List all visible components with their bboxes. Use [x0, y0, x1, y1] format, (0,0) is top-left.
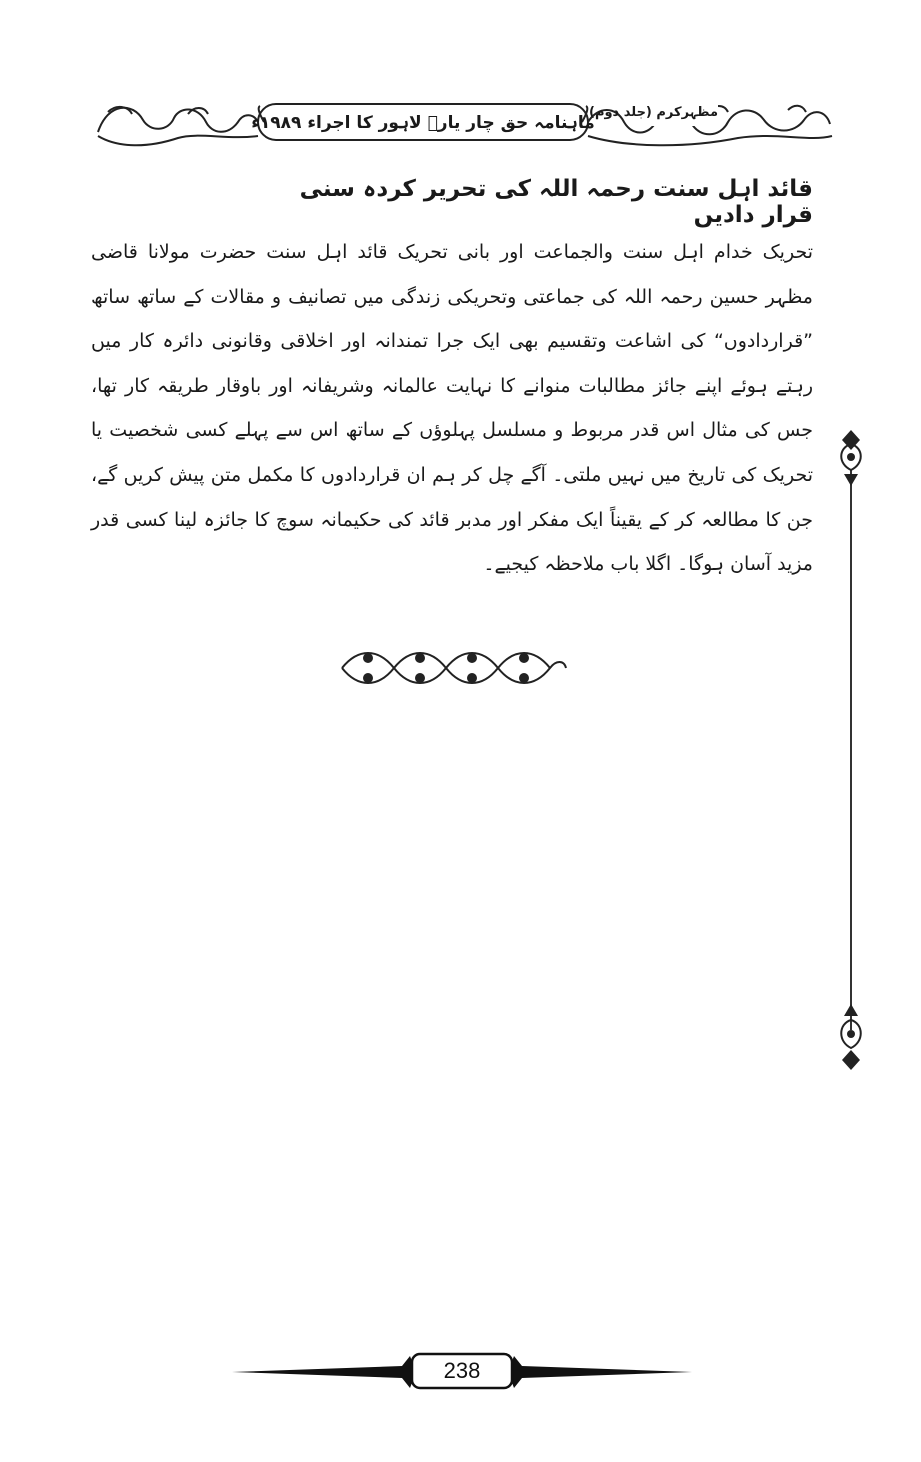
page-number: 238 [443, 1358, 481, 1383]
body-text: تحریک خدام اہل سنت والجماعت اور بانی تحریک قائد اہل سنت حضرت مولانا قاضی مظہر حسین رحمہ اللہ کی جماعتی وتحریکی زندگی میں تصانیف و مقالات کے ساتھ ساتھ ”قراردادوں“ کی اشاعت وتقسیم بھی ایک جرا تمندانہ اور اخلاقی وقانونی دائرہ کار میں رہتے ہوئے اپنے جائز مطالبات منوانے کا نہایت عالمانہ وشریفانہ اور باوقار طریقہ کار تھا، جس کی مثال اس قدر مربوط و مسلسل پہلوؤں کے ساتھ اس سے پہلے کسی شخصیت یا تحریک کی تاریخ میں نہیں ملتی۔ آگے چل کر ہم ان قراردادوں کا مکمل متن پیش کریں گے، جن کا مطالعہ کر کے یقیناً ایک مفکر اور مدبر قائد کی حکیمانہ سوچ کا جائزہ لینا کسی قدر مزید آسان ہوگا۔ اگلا باب ملاحظہ کیجیے۔ [91, 241, 813, 576]
page-footer [232, 1348, 692, 1396]
body-paragraph [91, 230, 813, 587]
margin-ornament-rule [836, 430, 866, 1070]
running-header-title: ماہنامہ حق چار یارؓ لاہور کا اجراء ۱۹۸۹ء [251, 112, 595, 133]
margin-ornament-top [841, 430, 861, 486]
section-heading: قائد اہل سنت رحمہ اللہ کی تحریر کردہ سنی قرار دادیں [299, 176, 813, 228]
section-end-flourish [338, 644, 568, 692]
running-header-volume: مظہرکرم (جلد دوم) [589, 105, 718, 120]
running-header [88, 92, 838, 154]
margin-ornament-bottom [841, 1004, 861, 1070]
